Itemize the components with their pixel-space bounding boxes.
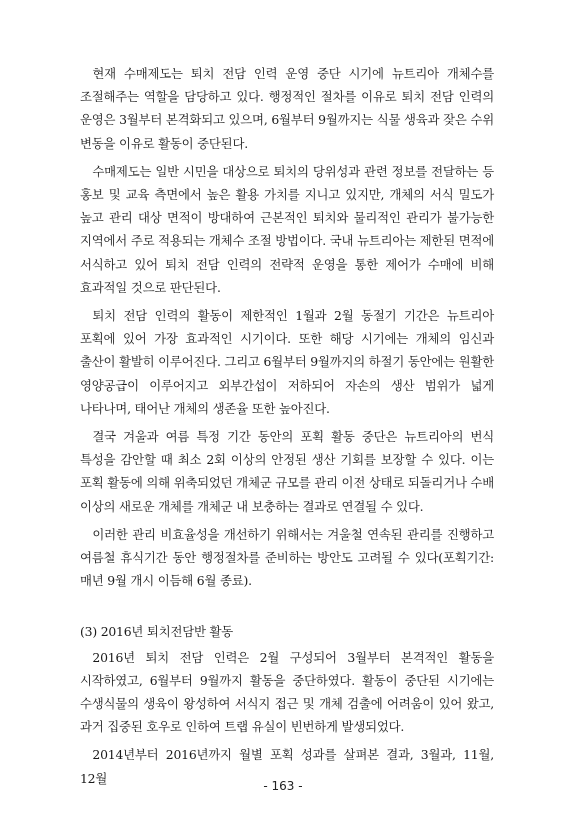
body-paragraph-3: 퇴치 전담 인력의 활동이 제한적인 1월과 2월 동절기 기간은 뉴트리아 포획에 있어 가장 효과적인 시기이다. 또한 해당 시기에는 개체의 임신과 출산이 활발히 이루어진다. 그리고 6월부터 9월까지의 하절기 동안에는 원활한 영양공급이 이루어지고 외부간섭이 저하되어 자손의 생산 범위가 넓게 나타나며, 태어난 개체의 생존율 또한 높아진다.: [80, 308, 494, 416]
page-number: - 163 -: [263, 779, 303, 793]
document-page: [80, 62, 494, 795]
body-paragraph-1: 현재 수매제도는 퇴치 전담 인력 운영 중단 시기에 뉴트리아 개체수를 조절해주는 역할을 담당하고 있다. 행정적인 절차를 이유로 퇴치 전담 인력의 운영은 3월부터 본격화되고 있으며, 6월부터 9월까지는 식물 생육과 잦은 수위 변동을 이유로 활동이 중단된다.: [80, 66, 494, 151]
body-paragraph-2: 수매제도는 일반 시민을 대상으로 퇴치의 당위성과 관련 정보를 전달하는 등 홍보 및 교육 측면에서 높은 활용 가치를 지니고 있지만, 개체의 서식 밀도가 높고 관리 대상 면적이 방대하여 근본적인 퇴치와 물리적인 관리가 불가능한 지역에서 주로 적용되는 개체수 조절 방법이다. 국내 뉴트리아는 제한된 면적에 서식하고 있어 퇴치 전담 인력의 전략적 운영을 통한 제어가 수매에 비해 효과적일 것으로 판단된다.: [80, 163, 495, 295]
section-paragraph-2: 2014년부터 2016년까지 월별 포획 성과를 살펴본 결과, 3월과, 11월, 12월: [80, 747, 494, 786]
body-paragraph-5: 이러한 관리 비효율성을 개선하기 위해서는 겨울철 연속된 관리를 진행하고 여름철 휴식기간 동안 행정절차를 준비하는 방안도 고려될 수 있다(포획기간: 매년 9월 개시 이듬해 6월 종료).: [80, 526, 494, 589]
section-heading: (3) 2016년 퇴치전담반 활동: [80, 624, 234, 640]
section-paragraph-1: 2016년 퇴치 전담 인력은 2월 구성되어 3월부터 본격적인 활동을 시작하였고, 6월부터 9월까지 활동을 중단하였다. 활동이 중단된 시기에는 수생식물의 생육이 왕성하여 서식지 접근 및 개체 검출에 어려움이 있어 왔고, 과거 집중된 호우로 인하여 트랩 유실이 빈번하게 발생되었다.: [80, 649, 494, 735]
body-paragraph-4: 결국 겨울과 여름 특정 기간 동안의 포획 활동 중단은 뉴트리아의 번식 특성을 감안할 때 최소 2회 이상의 안정된 생산 기회를 보장할 수 있다. 이는 포획 활동에 의해 위축되었던 개체군 규모를 관리 이전 상태로 되돌리거나 수배 이상의 새로운 개체를 개체군 내 보충하는 결과로 연결될 수 있다.: [80, 429, 495, 514]
